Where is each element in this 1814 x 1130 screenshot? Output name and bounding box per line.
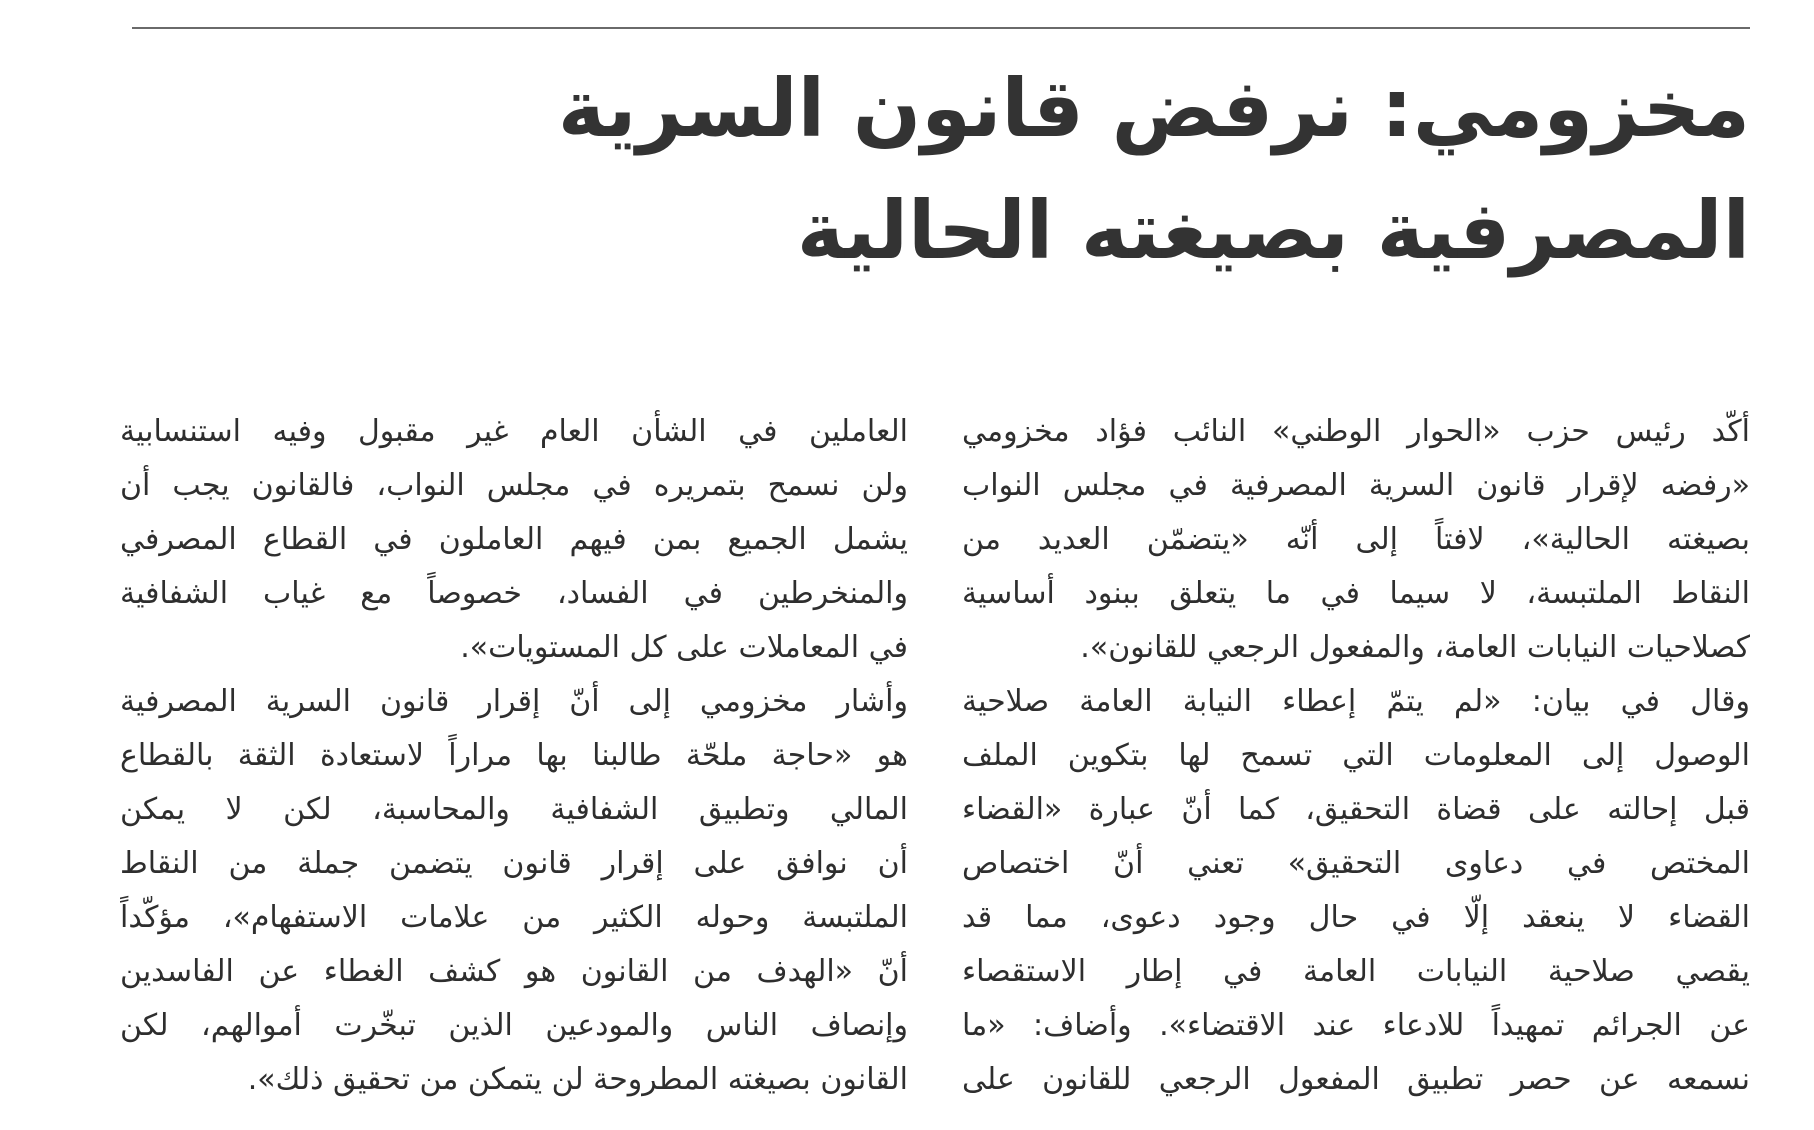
article-text-line: ولن نسمح بتمريره في مجلس النواب، فالقانون يجب أن <box>120 468 908 503</box>
article-text-line: «رفضه لإقرار قانون السرية المصرفية في مجلس النواب <box>962 468 1750 503</box>
article-text-line: وأشار مخزومي إلى أنّ إقرار قانون السرية المصرفية <box>120 684 908 719</box>
article-headline <box>110 48 1750 292</box>
article-text-line: النقاط الملتبسة، لا سيما في ما يتعلق ببنود أساسية <box>962 576 1750 611</box>
article-text-line: في المعاملات على كل المستويات». <box>460 630 908 665</box>
article-text-line: العاملين في الشأن العام غير مقبول وفيه استنسابية <box>120 414 908 449</box>
article-text-line: بصيغته الحالية»، لافتاً إلى أنّه «يتضمّن العديد من <box>962 522 1750 557</box>
article-text-line: القضاء لا ينعقد إلّا في حال وجود دعوى، مما قد <box>962 900 1750 935</box>
article-text-line: القانون بصيغته المطروحة لن يتمكن من تحقيق ذلك». <box>247 1062 908 1097</box>
article-column-right <box>962 405 1750 1107</box>
article-text-line: هو «حاجة ملحّة طالبنا بها مراراً لاستعادة الثقة بالقطاع <box>120 738 908 773</box>
article-text-line: قبل إحالته على قضاة التحقيق، كما أنّ عبارة «القضاء <box>962 792 1750 827</box>
article-text-line: نسمعه عن حصر تطبيق المفعول الرجعي للقانون على <box>962 1062 1750 1097</box>
article-text-line: المختص في دعاوى التحقيق» تعني أنّ اختصاص <box>962 846 1750 881</box>
article-text-line: عن الجرائم تمهيداً للادعاء عند الاقتضاء». وأضاف: «ما <box>962 1008 1750 1043</box>
article-text-line: وقال في بيان: «لم يتمّ إعطاء النيابة العامة صلاحية <box>962 684 1750 719</box>
article-text-line: أنّ «الهدف من القانون هو كشف الغطاء عن الفاسدين <box>120 954 908 989</box>
article-column-left <box>120 405 908 1107</box>
article-text-line: يقصي صلاحية النيابات العامة في إطار الاستقصاء <box>962 954 1750 989</box>
top-divider-rule <box>132 27 1750 29</box>
headline-line-1: مخزومي: نرفض قانون السرية <box>557 62 1750 155</box>
article-text-line: أن نوافق على إقرار قانون يتضمن جملة من النقاط <box>120 846 908 881</box>
headline-line-2: المصرفية بصيغته الحالية <box>796 184 1750 277</box>
article-text-line: الوصول إلى المعلومات التي تسمح لها بتكوين الملف <box>962 738 1750 773</box>
article-text-line: المالي وتطبيق الشفافية والمحاسبة، لكن لا يمكن <box>120 792 908 827</box>
article-text-line: وإنصاف الناس والمودعين الذين تبخّرت أموالهم، لكن <box>120 1008 908 1043</box>
article-text-line: الملتبسة وحوله الكثير من علامات الاستفهام»، مؤكّداً <box>120 900 908 935</box>
article-text-line: والمنخرطين في الفساد، خصوصاً مع غياب الشفافية <box>120 576 908 611</box>
article-text-line: كصلاحيات النيابات العامة، والمفعول الرجعي للقانون». <box>1080 630 1750 665</box>
article-text-line: يشمل الجميع بمن فيهم العاملون في القطاع المصرفي <box>120 522 908 557</box>
article-text-line: أكّد رئيس حزب «الحوار الوطني» النائب فؤاد مخزومي <box>962 414 1750 449</box>
